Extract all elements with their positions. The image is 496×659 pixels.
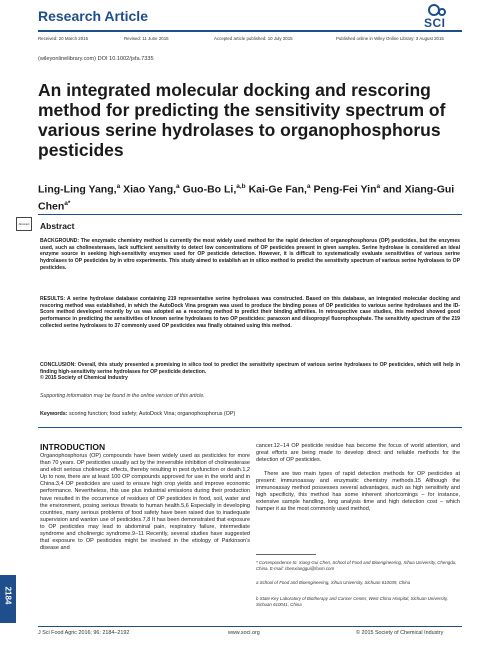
author-affiliation: a <box>116 183 121 190</box>
abstract-heading: Abstract <box>40 221 75 231</box>
introduction-column-2-top: cancer.12−14 OP pesticide residue has become the focus of world attention, and great efforts are being made to develop direct and reliable methods for the detection of OP pesticides. <box>256 443 460 464</box>
author-name: Peng-Fei Yin <box>313 183 377 196</box>
author-affiliation: a <box>306 183 311 190</box>
logo-ring-small-icon <box>438 8 446 16</box>
keywords-value: scoring function; food safety; AutoDock Vina; organophosphorus (OP) <box>67 411 236 417</box>
logo-text: SCI <box>424 16 446 30</box>
results-lead: RESULTS: <box>40 296 66 302</box>
author-name: Guo-Bo Li, <box>182 183 237 196</box>
footnote-affiliation-a: a School of Food and Bioengineering, Xihua University, Sichuan 610039, China <box>256 580 411 585</box>
footer-journal: J Sci Food Agric 2016; 96: 2184–2192 <box>38 630 130 636</box>
abstract-background <box>40 238 460 272</box>
conclusion-lead: CONCLUSION: <box>40 362 76 368</box>
author-affiliation: a <box>176 183 180 190</box>
revised-date: Revised: 11 June 2015 <box>124 36 169 41</box>
background-text: The enzymatic chemistry method is currently the most widely used method for the rapid detection of organophosphorus (OP) pesticides, but the enzymes used, such as cholinesterases, lack sufficient sensitivity to detect low concentrations of OP pesticides present in given samples. Serine hydrolase is considered an ideal enzyme source in seeking high-sensitivity enzymes used for OP pesticide detection. However, it is difficult to systematically evaluate sensitivities of various serine hydrolases to OP pesticides by in vitro experiments. This study aimed to establish an in silico method to predict the sensitivity spectrum of various serine hydrolases to OP pesticides. <box>40 238 460 271</box>
sci-logo <box>422 4 462 32</box>
abstract-conclusion <box>40 362 460 382</box>
supporting-info-note: Supporting information may be found in the online version of this article. <box>40 393 205 399</box>
footnote-affiliation-b: b State Key Laboratory of Biotherapy and Cancer Center, West China Hospital, Sichuan University, Sichuan 610041, China <box>256 596 448 607</box>
header-divider <box>38 30 462 32</box>
keywords-label: Keywords: <box>40 411 68 417</box>
background-lead: BACKGROUND: <box>40 238 80 244</box>
author-name: Xiao Yang, <box>123 183 177 196</box>
article-title: An integrated molecular docking and rescoring method for predicting the sensitivity spectrum of various serine hydrolases to organophosphorus pesticides <box>38 80 446 160</box>
footer-site: www.soci.org <box>228 630 260 636</box>
published-date: Published online in Wiley Online Library: 3 August 2015 <box>336 36 444 41</box>
conclusion-text: Overall, this study presented a promising in silico tool to predict the sensitivity spectrum of various serine hydrolases to OP pesticides, which will help in finding high-sensitivity serine hydrolases for OP pesticide detection. <box>40 362 460 375</box>
abstract-icon: Abstract <box>16 217 32 231</box>
author-name: Ling-Ling Yang, <box>38 183 117 196</box>
keywords-divider <box>38 427 462 428</box>
author-affiliation: a,b <box>236 183 246 190</box>
author-name: and Xiang-Gui Chen <box>38 183 455 212</box>
introduction-column-1: Organophosphorus (OP) compounds have been widely used as pesticides for more than 70 years. OP pesticides usually act by the irreversible inhibition of cholinesterase and elicit serious cholinergic effects, thereby resulting in pest dysfunction or death.1,2 Up to now, there are at least 100 OP compounds approved for use in the world and in China.3,4 OP pesticides are used to ensure high crop yields and improve economic performance. Nevertheless, this use plus industrial emissions during their production have resulted in the occurrence of residues of OP pesticides in food, soil, water and the environment, posing serious threats to human health.5,6 Especially in developing countries, many serious problems of food safety have been raised due to inadequate supervision and wanton use of pesticides.7,8 It has been demonstrated that exposure to OP pesticides may lead to abdominal pain, respiratory failure, intermediate syndrome and cholinergic syndrome.9−11 Recently, several studies have suggested that exposure to OP pesticides might be involved in the etiology of Parkinson's disease and <box>40 453 250 552</box>
author-name: Kai-Ge Fan, <box>248 183 307 196</box>
introduction-column-2-paragraph: There are two main types of rapid detection methods for OP pesticides at present: immunoassay and enzymatic chemistry methods.15 Although the immunoassay method possesses several advantages, such as high sensitivity and high specificity, this method has some inherent shortcomings – for instance, extensive sample handling, long analysis time and high detection cost – which hamper it as the most commonly used method, <box>256 471 460 513</box>
author-affiliation: a* <box>64 199 71 207</box>
accepted-date: Accepted article published: 10 July 2015 <box>214 36 293 41</box>
abstract-divider <box>38 214 462 215</box>
abstract-results <box>40 296 460 330</box>
introduction-heading: INTRODUCTION <box>40 442 106 452</box>
received-date: Received: 20 March 2015 <box>38 36 89 41</box>
doi-line: (wileyonlinelibrary.com) DOI 10.1002/jsfa.7335 <box>38 56 154 62</box>
results-text: A serine hydrolase database containing 219 representative serine hydrolases was constructed. Based on this database, an integrated molecular docking and rescoring method was established, in which the AutoDock Vina program was used to produce the binding poses of OP pesticides to various serine hydrolases and the ID-Score method developed recently by us was adopted as a rescoring method to predict their binding affinities. In retrospective case studies, this method showed good performance in predicting the sensitivities of known serine hydrolases to two OP pesticides: paraoxon and diisopropyl fluorophosphate. The sensitivity spectrum of the 219 collected serine hydrolases to 37 commonly used OP pesticides was finally obtained using this method. <box>40 296 460 329</box>
keywords <box>40 411 235 417</box>
abstract-copyright: © 2015 Society of Chemical Industry <box>40 375 128 382</box>
section-label: Research Article <box>38 8 148 24</box>
footnote-divider <box>256 554 316 555</box>
author-affiliation: a <box>376 183 381 190</box>
page-number: 2184 <box>3 586 13 605</box>
footer-copyright: © 2015 Society of Chemical Industry <box>356 630 444 636</box>
footnote-correspondence: * Correspondence to: Xiang-Gui Chen, School of Food and Bioengineering, Xihua University, Chengdu, China. E-mail: chenxianggui@foxm.com <box>256 560 457 571</box>
footer-divider <box>38 626 462 627</box>
author-list <box>38 180 468 213</box>
